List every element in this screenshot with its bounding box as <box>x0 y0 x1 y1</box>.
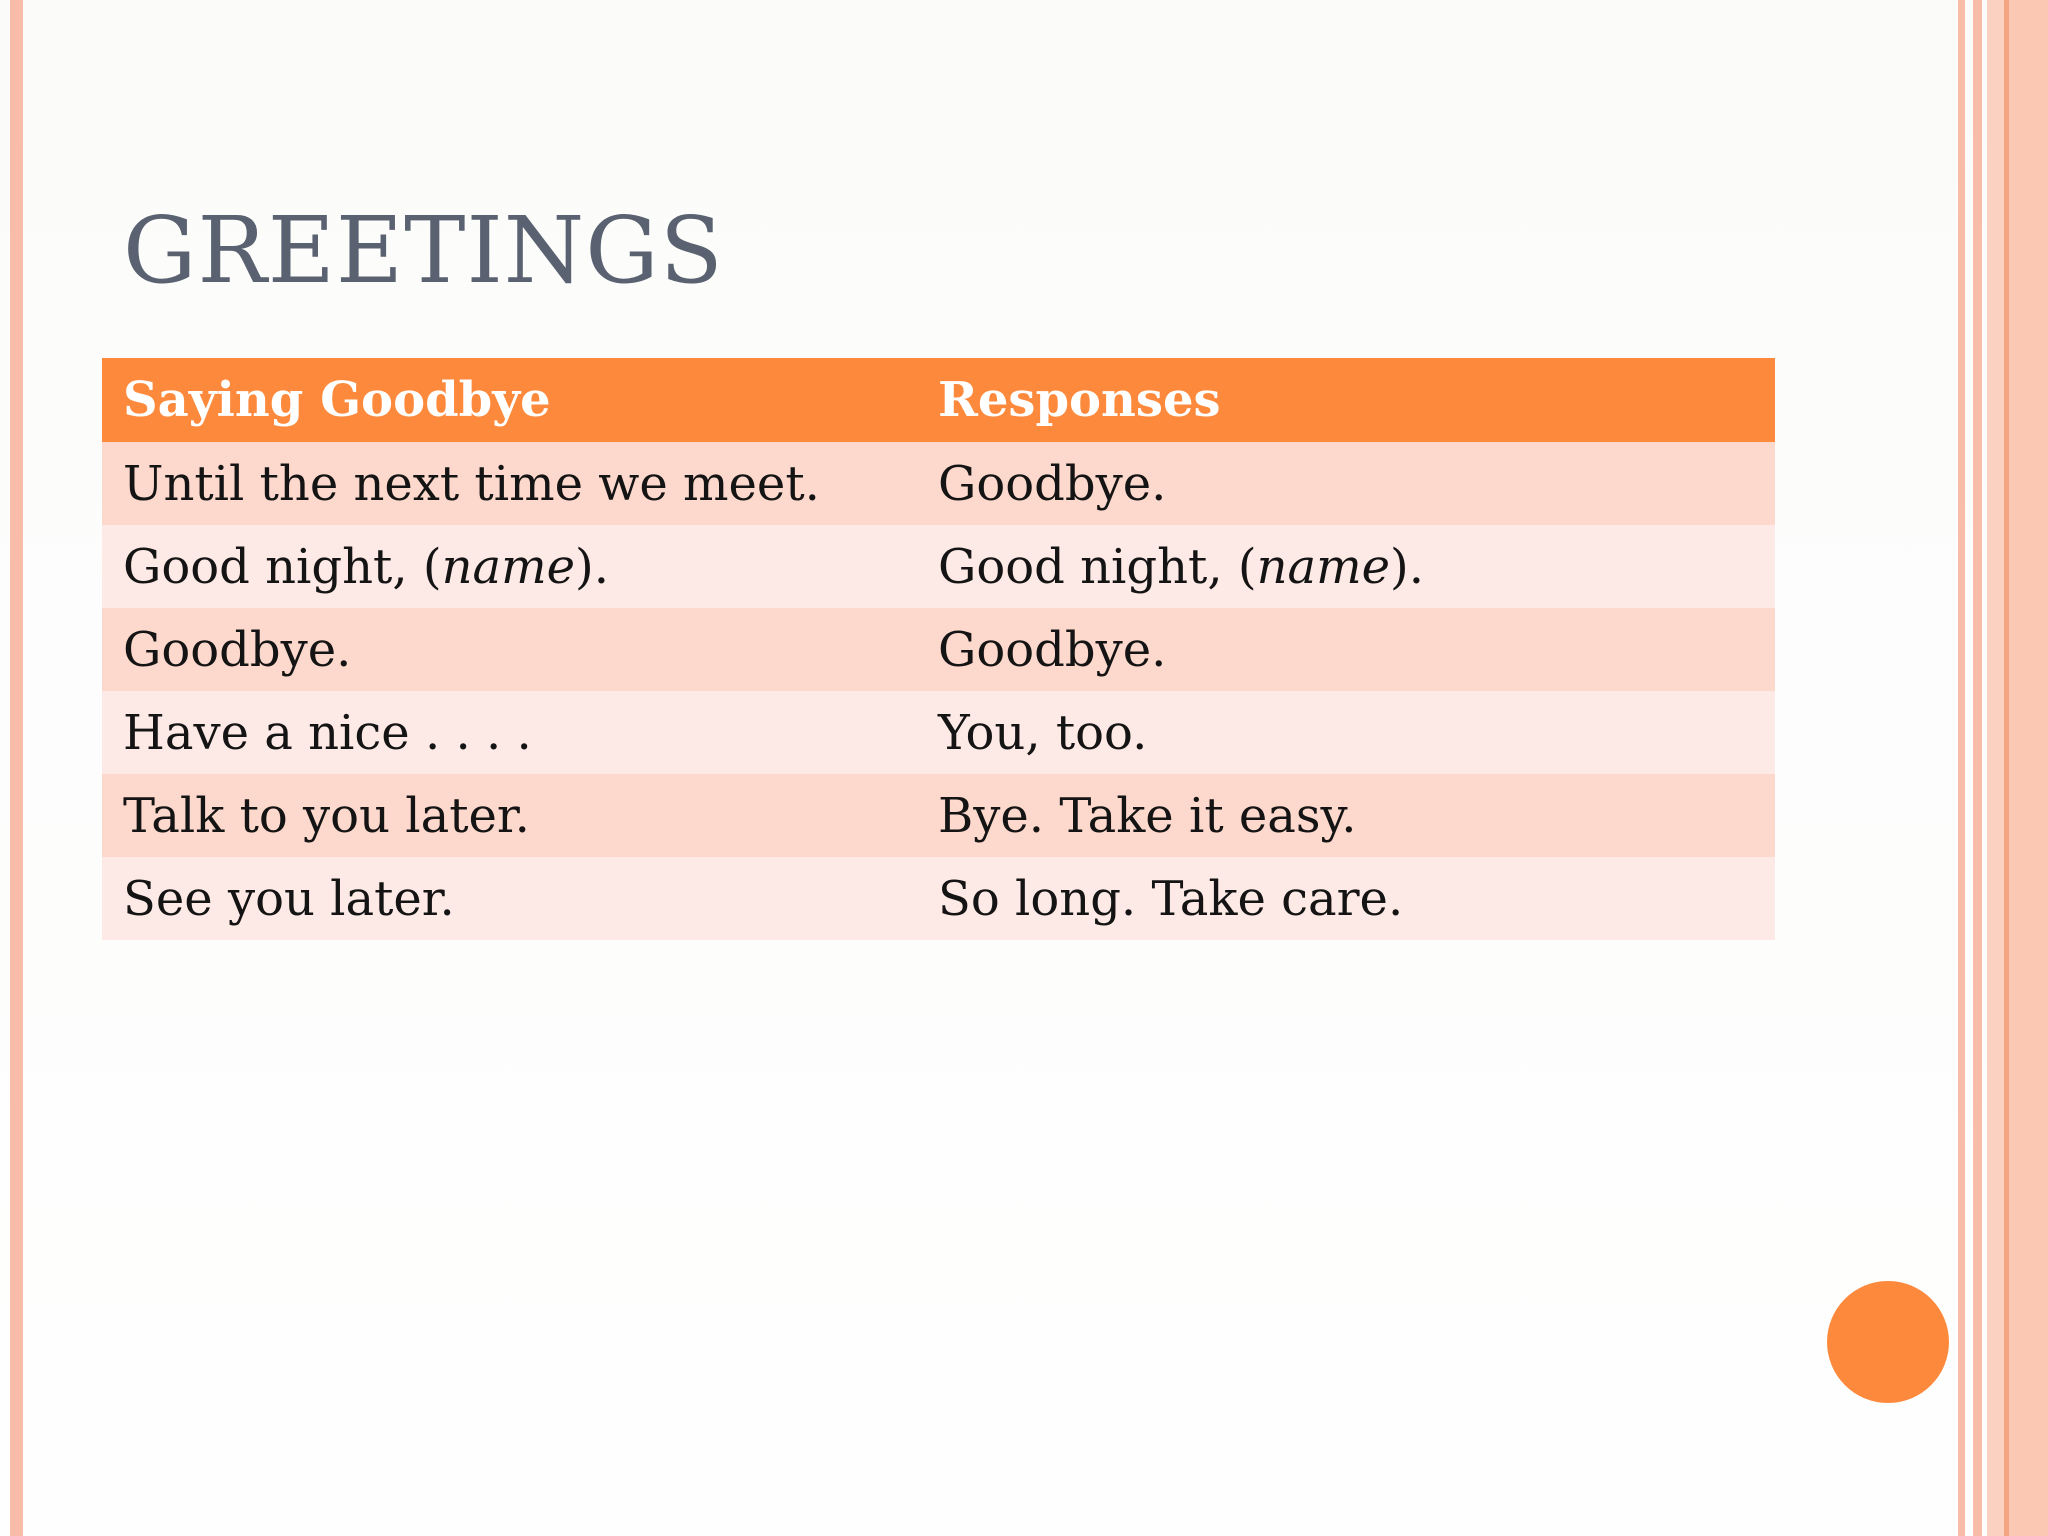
greetings-table <box>102 358 1775 940</box>
cell-text-italic-name: name <box>441 538 576 595</box>
column-header-responses: Responses <box>938 372 1221 428</box>
column-header-saying-goodbye: Saying Goodbye <box>123 372 551 428</box>
table-cell-saying: Until the next time we meet. <box>123 455 820 512</box>
decorative-orange-circle <box>1827 1281 1949 1403</box>
table-cell-response: Bye. Take it easy. <box>938 787 1357 844</box>
right-border-stripe <box>2009 0 2048 1536</box>
slide-title: GREETINGS <box>123 197 724 304</box>
cell-text-prefix: Good night, ( <box>938 538 1257 595</box>
table-cell-response: You, too. <box>938 704 1148 761</box>
table-cell-response: So long. Take care. <box>938 870 1404 927</box>
cell-text-suffix: ). <box>1390 538 1424 595</box>
table-row <box>102 774 1775 857</box>
right-border-stripe <box>1987 0 2004 1536</box>
table-row <box>102 442 1775 525</box>
table-header-row <box>102 358 1775 442</box>
cell-text-italic-name: name <box>1256 538 1391 595</box>
table-cell-response <box>938 539 1775 595</box>
table-row <box>102 525 1775 608</box>
table-cell-saying <box>102 539 938 595</box>
table-row <box>102 608 1775 691</box>
table-row <box>102 857 1775 940</box>
table-cell-saying: Have a nice . . . . <box>123 704 532 761</box>
left-border-stripe <box>10 0 23 1536</box>
table-cell-response: Goodbye. <box>938 621 1167 678</box>
right-border-stripe <box>1958 0 1965 1536</box>
table-row <box>102 691 1775 774</box>
cell-text-suffix: ). <box>575 538 609 595</box>
right-border-stripe <box>1973 0 1982 1536</box>
table-cell-response: Goodbye. <box>938 455 1167 512</box>
cell-text-prefix: Good night, ( <box>123 538 442 595</box>
table-cell-saying: Goodbye. <box>123 621 352 678</box>
table-cell-saying: See you later. <box>123 870 455 927</box>
table-cell-saying: Talk to you later. <box>123 787 530 844</box>
